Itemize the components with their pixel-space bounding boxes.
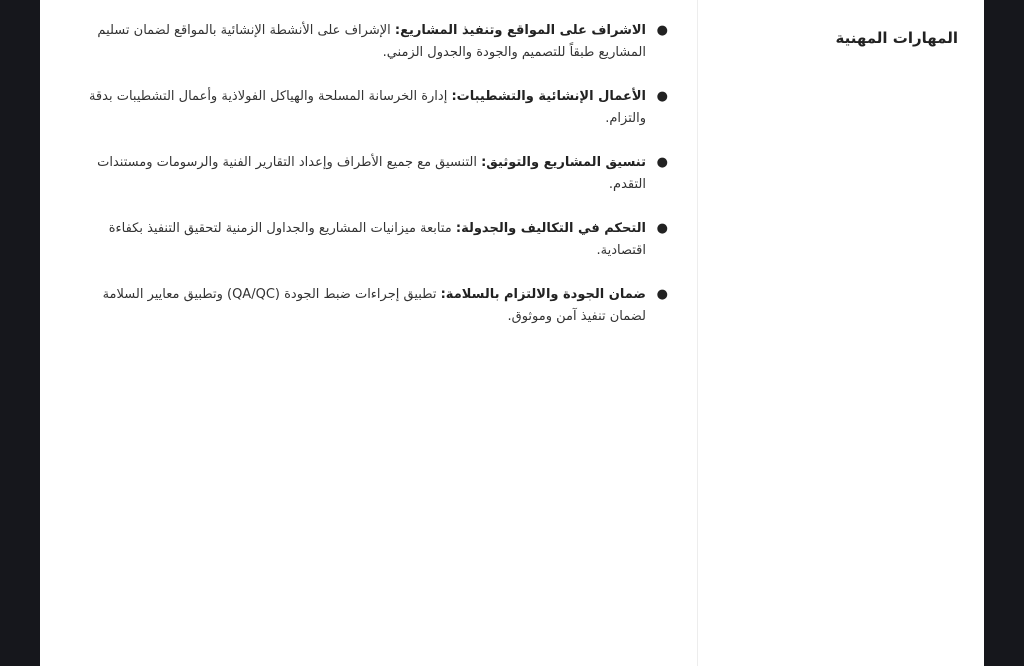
document-page [40, 0, 984, 666]
bullet-icon: ● [656, 155, 668, 170]
skill-description: متابعة ميزانيات المشاريع والجداول الزمنية لتحقيق التنفيذ بكفاءة اقتصادية. [108, 221, 646, 258]
list-item [80, 284, 668, 328]
skill-description: إدارة الخرسانة المسلحة والهياكل الفولاذية وأعمال التشطيبات بدقة والتزام. [88, 89, 646, 126]
skill-label: الاشراف على المواقع وتنفيذ المشاريع: [394, 23, 646, 38]
skill-label: تنسيق المشاريع والتوثيق: [481, 155, 646, 170]
skills-list [80, 20, 668, 350]
bullet-icon: ● [656, 23, 668, 38]
skill-label: الأعمال الإنشائية والتشطيبات: [451, 89, 646, 104]
skill-description: تطبيق إجراءات ضبط الجودة (QA/QC) وتطبيق معايير السلامة لضمان تنفيذ آمن وموثوق. [102, 287, 646, 324]
column-divider [697, 0, 698, 666]
bullet-icon: ● [656, 287, 668, 302]
list-item [80, 86, 668, 130]
list-item [80, 218, 668, 262]
bullet-icon: ● [656, 221, 668, 236]
skill-label: التحكم في التكاليف والجدولة: [455, 221, 646, 236]
skill-label: ضمان الجودة والالتزام بالسلامة: [440, 287, 646, 302]
bullet-icon: ● [656, 89, 668, 104]
section-title: المهارات المهنية [835, 29, 958, 47]
list-item [80, 20, 668, 64]
list-item [80, 152, 668, 196]
skill-description: الإشراف على الأنشطة الإنشائية بالمواقع لضمان تسليم المشاريع طبقاً للتصميم والجودة والجدول الزمني. [97, 23, 646, 60]
skill-description: التنسيق مع جميع الأطراف وإعداد التقارير الفنية والرسومات ومستندات التقدم. [97, 155, 646, 192]
